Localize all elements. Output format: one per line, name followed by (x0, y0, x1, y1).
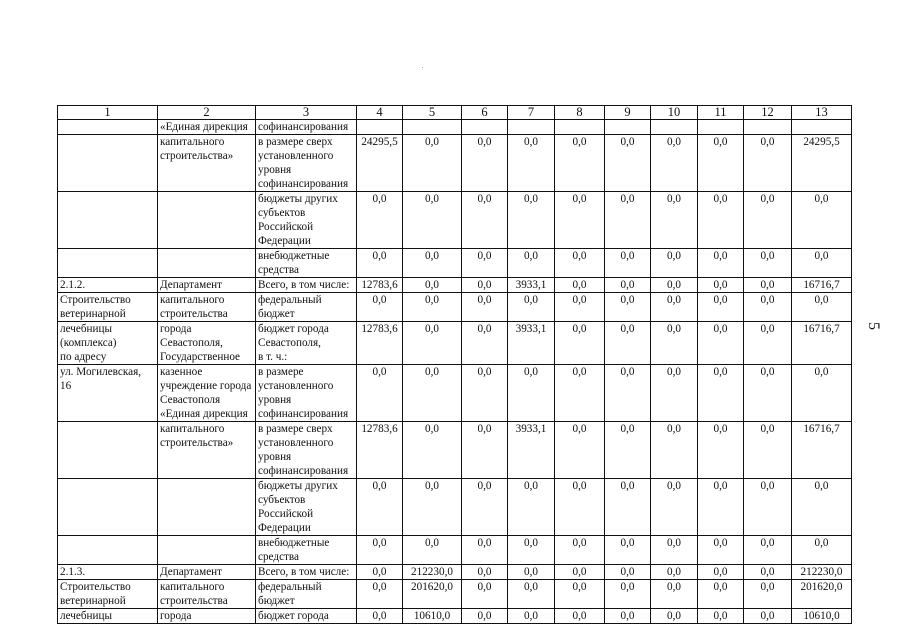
table-row (58, 120, 852, 135)
executor-cell: города (158, 609, 256, 624)
amount-cell: 0,0 (508, 536, 555, 565)
amount-cell: 3933,1 (508, 322, 555, 365)
amount-cell: 0,0 (555, 536, 605, 565)
amount-cell: 0,0 (508, 249, 555, 278)
amount-cell: 0,0 (555, 249, 605, 278)
amount-cell: 0,0 (462, 422, 508, 479)
page-number: 5 (865, 322, 882, 330)
executor-cell (158, 479, 256, 536)
amount-cell: 3933,1 (508, 278, 555, 293)
amount-cell: 0,0 (605, 565, 651, 580)
amount-cell: 0,0 (357, 249, 403, 278)
amount-cell: 0,0 (555, 278, 605, 293)
amount-cell: 0,0 (555, 135, 605, 192)
amount-cell: 0,0 (403, 365, 462, 422)
amount-cell: 0,0 (357, 565, 403, 580)
amount-cell: 0,0 (651, 422, 698, 479)
amount-cell: 0,0 (698, 192, 744, 249)
amount-cell: 0,0 (698, 479, 744, 536)
item-cell: Строительство ветеринарной (58, 580, 158, 609)
amount-cell: 0,0 (555, 609, 605, 624)
amount-cell: 0,0 (605, 135, 651, 192)
amount-cell: 0,0 (744, 422, 792, 479)
header-cell: 2 (158, 106, 256, 120)
amount-cell: 24295,5 (357, 135, 403, 192)
item-cell (58, 135, 158, 192)
amount-cell: 0,0 (651, 536, 698, 565)
amount-cell: 0,0 (462, 479, 508, 536)
amount-cell: 0,0 (651, 365, 698, 422)
amount-cell: 0,0 (357, 609, 403, 624)
amount-cell: 0,0 (792, 249, 852, 278)
amount-cell: 0,0 (403, 479, 462, 536)
item-cell (58, 422, 158, 479)
funding-source-cell: бюджет города (256, 609, 357, 624)
amount-cell: 0,0 (698, 293, 744, 322)
amount-cell: 0,0 (357, 293, 403, 322)
amount-cell: 0,0 (555, 580, 605, 609)
amount-cell: 0,0 (403, 278, 462, 293)
amount-cell: 0,0 (357, 479, 403, 536)
amount-cell (605, 120, 651, 135)
header-row (58, 106, 852, 120)
table-row (58, 565, 852, 580)
table-row (58, 365, 852, 422)
funding-source-cell: внебюджетные средства (256, 536, 357, 565)
amount-cell: 212230,0 (792, 565, 852, 580)
amount-cell: 0,0 (605, 249, 651, 278)
amount-cell: 0,0 (508, 609, 555, 624)
item-cell (58, 192, 158, 249)
executor-cell (158, 536, 256, 565)
amount-cell: 0,0 (698, 322, 744, 365)
amount-cell: 0,0 (357, 536, 403, 565)
amount-cell: 0,0 (508, 565, 555, 580)
amount-cell: 0,0 (462, 322, 508, 365)
amount-cell: 0,0 (792, 536, 852, 565)
amount-cell: 0,0 (555, 192, 605, 249)
item-cell: ул. Могилевская, 16 (58, 365, 158, 422)
table-row (58, 422, 852, 479)
amount-cell: 0,0 (605, 580, 651, 609)
table-row (58, 580, 852, 609)
amount-cell: 0,0 (698, 135, 744, 192)
amount-cell: 0,0 (403, 293, 462, 322)
amount-cell (462, 120, 508, 135)
amount-cell: 0,0 (744, 580, 792, 609)
amount-cell: 0,0 (651, 565, 698, 580)
table-row (58, 192, 852, 249)
header-cell: 11 (698, 106, 744, 120)
funding-source-cell: бюджет города Севастополя, в т. ч.: (256, 322, 357, 365)
amount-cell: 12783,6 (357, 278, 403, 293)
amount-cell (403, 120, 462, 135)
amount-cell: 0,0 (605, 322, 651, 365)
amount-cell: 0,0 (605, 536, 651, 565)
amount-cell: 12783,6 (357, 422, 403, 479)
amount-cell: 0,0 (462, 536, 508, 565)
executor-cell: капитального строительства (158, 293, 256, 322)
header-cell: 8 (555, 106, 605, 120)
header-cell: 12 (744, 106, 792, 120)
amount-cell: 0,0 (744, 565, 792, 580)
amount-cell: 16716,7 (792, 278, 852, 293)
funding-source-cell: в размере установленного уровня софинансирования (256, 365, 357, 422)
amount-cell: 0,0 (555, 565, 605, 580)
item-cell: 2.1.3. (58, 565, 158, 580)
executor-cell: капитального строительства (158, 580, 256, 609)
table-row (58, 322, 852, 365)
executor-cell: «Единая дирекция (158, 120, 256, 135)
header-cell: 13 (792, 106, 852, 120)
funding-source-cell: федеральный бюджет (256, 580, 357, 609)
item-cell: Строительство ветеринарной (58, 293, 158, 322)
table-body (58, 120, 852, 624)
header-cell: 1 (58, 106, 158, 120)
amount-cell: 16716,7 (792, 322, 852, 365)
amount-cell: 0,0 (555, 293, 605, 322)
table-row (58, 278, 852, 293)
amount-cell: 0,0 (462, 249, 508, 278)
amount-cell: 0,0 (555, 479, 605, 536)
amount-cell: 0,0 (651, 135, 698, 192)
amount-cell: 0,0 (462, 580, 508, 609)
amount-cell: 16716,7 (792, 422, 852, 479)
amount-cell: 0,0 (462, 293, 508, 322)
header-cell: 7 (508, 106, 555, 120)
executor-cell (158, 192, 256, 249)
amount-cell: 0,0 (651, 580, 698, 609)
amount-cell: 0,0 (792, 293, 852, 322)
header-cell: 3 (256, 106, 357, 120)
executor-cell: капитального строительства» (158, 422, 256, 479)
item-cell: лечебницы (58, 609, 158, 624)
amount-cell: 0,0 (605, 278, 651, 293)
funding-source-cell: Всего, в том числе: (256, 565, 357, 580)
amount-cell: 0,0 (698, 249, 744, 278)
amount-cell: 0,0 (357, 365, 403, 422)
amount-cell: 0,0 (744, 536, 792, 565)
amount-cell: 0,0 (605, 609, 651, 624)
amount-cell: 12783,6 (357, 322, 403, 365)
executor-cell: казенное учреждение города Севастополя «Единая дирекция (158, 365, 256, 422)
amount-cell: 0,0 (462, 192, 508, 249)
amount-cell: 0,0 (403, 536, 462, 565)
amount-cell: 0,0 (605, 479, 651, 536)
amount-cell: 201620,0 (403, 580, 462, 609)
executor-cell (158, 249, 256, 278)
amount-cell: 0,0 (744, 278, 792, 293)
amount-cell: 0,0 (605, 365, 651, 422)
amount-cell: 0,0 (508, 365, 555, 422)
amount-cell: 0,0 (698, 422, 744, 479)
amount-cell: 0,0 (357, 192, 403, 249)
amount-cell: 0,0 (792, 479, 852, 536)
amount-cell: 0,0 (651, 322, 698, 365)
amount-cell: 10610,0 (403, 609, 462, 624)
table-row (58, 609, 852, 624)
amount-cell: 24295,5 (792, 135, 852, 192)
amount-cell (508, 120, 555, 135)
amount-cell: 0,0 (651, 293, 698, 322)
table-row (58, 479, 852, 536)
funding-source-cell: софинансирования (256, 120, 357, 135)
amount-cell: 0,0 (744, 293, 792, 322)
amount-cell (357, 120, 403, 135)
header-cell: 6 (462, 106, 508, 120)
amount-cell: 3933,1 (508, 422, 555, 479)
amount-cell: 0,0 (744, 249, 792, 278)
amount-cell: 0,0 (651, 192, 698, 249)
amount-cell: 0,0 (462, 135, 508, 192)
amount-cell: 0,0 (462, 565, 508, 580)
amount-cell: 0,0 (744, 365, 792, 422)
item-cell (58, 249, 158, 278)
table-row (58, 293, 852, 322)
amount-cell: 0,0 (605, 422, 651, 479)
scan-speck (422, 67, 423, 68)
header-cell: 4 (357, 106, 403, 120)
amount-cell: 0,0 (698, 565, 744, 580)
amount-cell: 0,0 (508, 479, 555, 536)
funding-source-cell: в размере сверх установленного уровня софинансирования (256, 422, 357, 479)
amount-cell: 0,0 (508, 293, 555, 322)
amount-cell: 0,0 (555, 365, 605, 422)
amount-cell: 0,0 (605, 293, 651, 322)
amount-cell (744, 120, 792, 135)
executor-cell: города Севастополя, Государственное (158, 322, 256, 365)
amount-cell: 0,0 (698, 609, 744, 624)
amount-cell: 0,0 (651, 479, 698, 536)
funding-source-cell: бюджеты других субъектов Российской Федерации (256, 479, 357, 536)
amount-cell: 0,0 (744, 322, 792, 365)
item-cell (58, 536, 158, 565)
header-cell: 10 (651, 106, 698, 120)
funding-source-cell: внебюджетные средства (256, 249, 357, 278)
header-cell: 5 (403, 106, 462, 120)
executor-cell: Департамент (158, 278, 256, 293)
amount-cell: 0,0 (462, 278, 508, 293)
amount-cell: 0,0 (744, 192, 792, 249)
funding-source-cell: в размере сверх установленного уровня софинансирования (256, 135, 357, 192)
amount-cell (792, 120, 852, 135)
table-row (58, 135, 852, 192)
amount-cell: 0,0 (403, 249, 462, 278)
amount-cell (651, 120, 698, 135)
table-row (58, 249, 852, 278)
amount-cell: 212230,0 (403, 565, 462, 580)
executor-cell: Департамент (158, 565, 256, 580)
item-cell: 2.1.2. (58, 278, 158, 293)
amount-cell: 0,0 (462, 609, 508, 624)
amount-cell: 0,0 (508, 580, 555, 609)
amount-cell: 0,0 (403, 135, 462, 192)
amount-cell: 0,0 (508, 192, 555, 249)
amount-cell: 0,0 (792, 192, 852, 249)
amount-cell: 0,0 (698, 365, 744, 422)
executor-cell: капитального строительства» (158, 135, 256, 192)
amount-cell: 0,0 (744, 479, 792, 536)
amount-cell: 0,0 (651, 609, 698, 624)
amount-cell: 0,0 (555, 422, 605, 479)
amount-cell: 0,0 (698, 536, 744, 565)
amount-cell: 10610,0 (792, 609, 852, 624)
amount-cell: 0,0 (357, 580, 403, 609)
funding-source-cell: Всего, в том числе: (256, 278, 357, 293)
amount-cell: 0,0 (403, 322, 462, 365)
amount-cell: 0,0 (462, 365, 508, 422)
amount-cell: 0,0 (508, 135, 555, 192)
amount-cell: 0,0 (698, 278, 744, 293)
header-cell: 9 (605, 106, 651, 120)
amount-cell: 0,0 (744, 609, 792, 624)
item-cell (58, 479, 158, 536)
budget-table (57, 105, 852, 624)
amount-cell: 0,0 (403, 422, 462, 479)
amount-cell: 0,0 (744, 135, 792, 192)
funding-source-cell: федеральный бюджет (256, 293, 357, 322)
amount-cell: 0,0 (651, 249, 698, 278)
amount-cell (698, 120, 744, 135)
budget-table-container (57, 105, 852, 624)
amount-cell: 0,0 (555, 322, 605, 365)
amount-cell (555, 120, 605, 135)
table-row (58, 536, 852, 565)
amount-cell: 0,0 (792, 365, 852, 422)
amount-cell: 0,0 (605, 192, 651, 249)
item-cell: лечебницы (комплекса) по адресу (58, 322, 158, 365)
funding-source-cell: бюджеты других субъектов Российской Федерации (256, 192, 357, 249)
amount-cell: 201620,0 (792, 580, 852, 609)
amount-cell: 0,0 (651, 278, 698, 293)
item-cell (58, 120, 158, 135)
amount-cell: 0,0 (403, 192, 462, 249)
amount-cell: 0,0 (698, 580, 744, 609)
